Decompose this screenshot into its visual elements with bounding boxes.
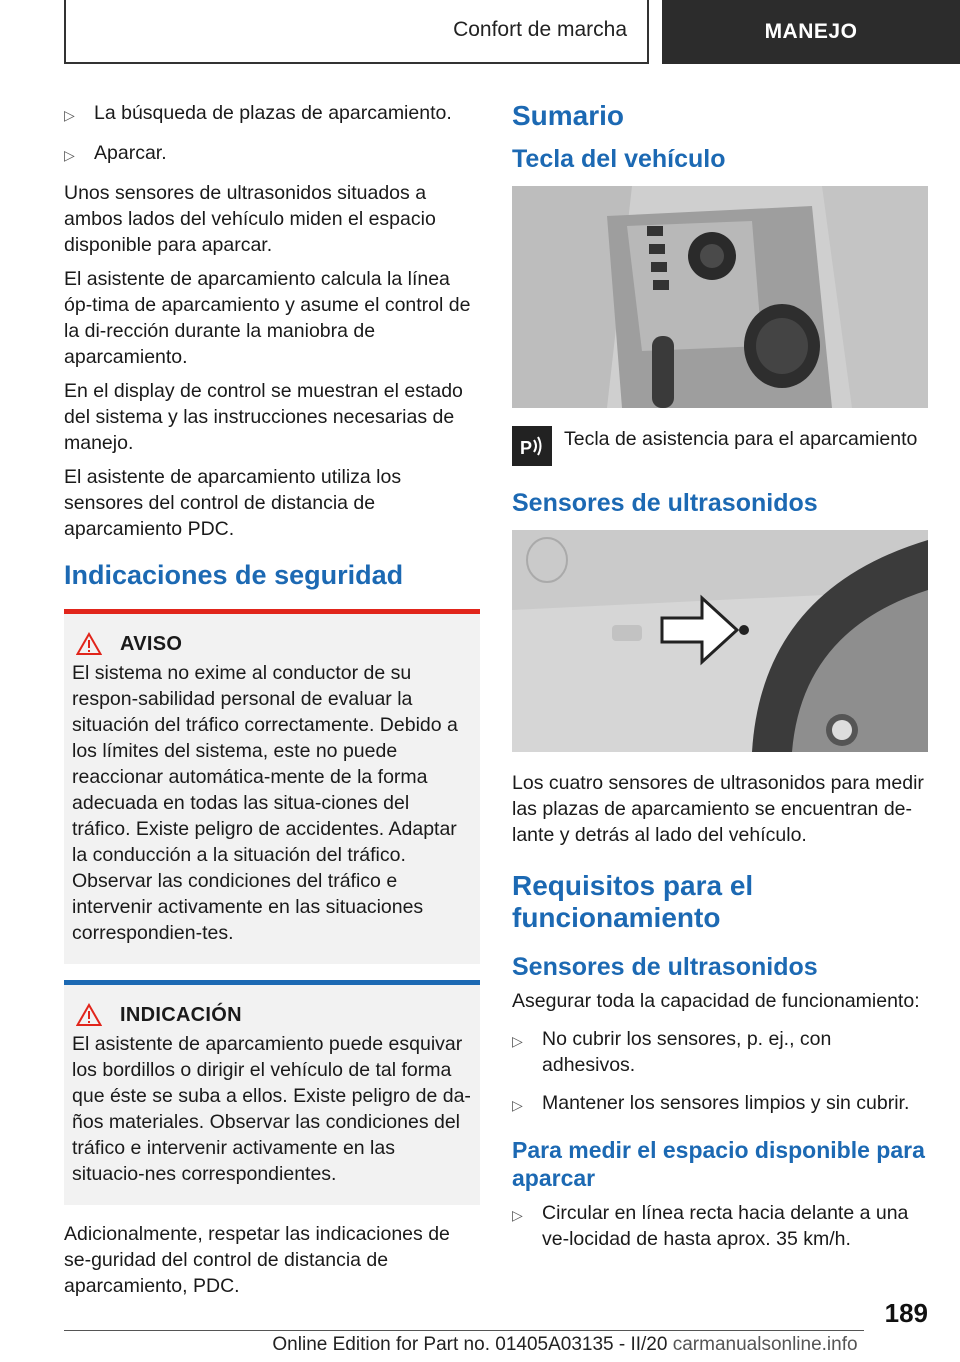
triangle-bullet-icon: ▷	[512, 1207, 523, 1223]
tecla-heading: Tecla del vehículo	[512, 145, 726, 173]
list-item: ▷ Mantener los sensores limpios y sin cubrir.	[512, 1090, 928, 1118]
tecla-caption: Tecla de asistencia para el aparcamiento	[564, 428, 918, 450]
notice-box	[64, 980, 480, 1205]
paragraph: El asistente de aparcamiento utiliza los sensores del control de distancia de aparcamiento PDC.	[64, 466, 402, 540]
svg-text:P: P	[520, 438, 533, 458]
sensores-heading: Sensores de ultrasonidos	[512, 489, 818, 517]
req-sensores-heading: Sensores de ultrasonidos	[512, 953, 818, 981]
medir-heading: Para medir el espacio disponible para aparcar	[512, 1137, 925, 1191]
requisitos-heading: Requisitos para el funcionamiento	[512, 870, 754, 933]
footer-edition: Online Edition for Part no. 01405A03135 - II/20 carmanualsonline.info	[272, 1334, 858, 1355]
triangle-bullet-icon: ▷	[512, 1033, 523, 1049]
closing-paragraph: Adicionalmente, respetar las indicaciones de se‐guridad del control de distancia de aparcamiento, PDC.	[64, 1223, 450, 1297]
list-item: ▷ Aparcar.	[64, 140, 480, 168]
warning-text: El sistema no exime al conductor de su respon‐sabilidad personal de evaluar la situación del tráfico correctamente. Debido a los límites del sistema, este no puede reaccionar automática‐mente de la forma adecuada en todas las situa‐ciones del tráfico. Existe peligro de accidentes. Adaptar la conducción a la situación del tráfico. Observar las condiciones del tráfico e intervenir activamente en las situaciones correspondien‐tes.	[72, 662, 458, 944]
paragraph: Unos sensores de ultrasonidos situados a ambos lados del vehículo miden el espacio disponible para aparcar.	[64, 182, 436, 256]
left-column	[64, 100, 480, 1307]
req-intro: Asegurar toda la capacidad de funcionamiento:	[512, 990, 920, 1012]
header-section-title: Confort de marcha	[453, 18, 627, 41]
notice-text: El asistente de aparcamiento puede esquivar los bordillos o dirigir el vehículo de tal forma que éste se suba a ellos. Existe peligro de da‐ños materiales. Observar las condiciones del tráfico e intervenir activamente en las situacio‐nes correspondientes.	[72, 1033, 471, 1185]
console-photo	[512, 186, 928, 408]
triangle-bullet-icon: ▷	[512, 1097, 523, 1113]
footer-divider	[64, 1330, 864, 1331]
paragraph: El asistente de aparcamiento calcula la línea óp‐tima de aparcamiento y asume el control de la di‐rección durante la maniobra de aparcamiento.	[64, 268, 471, 368]
triangle-bullet-icon: ▷	[64, 107, 75, 123]
sensor-photo	[512, 530, 928, 752]
warning-triangle-icon	[76, 632, 102, 656]
list-item: ▷ La búsqueda de plazas de aparcamiento.	[64, 100, 480, 128]
triangle-bullet-icon: ▷	[64, 147, 75, 163]
header-chapter-tab: MANEJO	[662, 0, 960, 64]
header-section-tab	[64, 0, 649, 64]
paragraph: En el display de control se muestran el estado del sistema y las instrucciones necesarias de manejo.	[64, 380, 463, 454]
safety-heading: Indicaciones de seguridad	[64, 560, 404, 590]
list-item: ▷ Circular en línea recta hacia delante a una ve‐locidad de hasta aprox. 35 km/h.	[512, 1202, 909, 1250]
warning-label: AVISO	[120, 632, 183, 655]
sumario-heading: Sumario	[512, 100, 625, 131]
warning-box	[64, 609, 480, 964]
right-column	[512, 100, 928, 1264]
footer-watermark[interactable]: carmanualsonline.info	[672, 1334, 858, 1355]
list-item: ▷ No cubrir los sensores, p. ej., con adhesivos.	[512, 1028, 832, 1076]
page-number: 189	[884, 1298, 928, 1328]
parking-assist-button-icon	[512, 426, 552, 466]
sensores-caption: Los cuatro sensores de ultrasonidos para medir las plazas de aparcamiento se encuentran de‐lante y detrás al lado del vehículo.	[512, 772, 924, 846]
notice-label: INDICACIÓN	[120, 1003, 242, 1026]
notice-triangle-icon	[76, 1003, 102, 1027]
